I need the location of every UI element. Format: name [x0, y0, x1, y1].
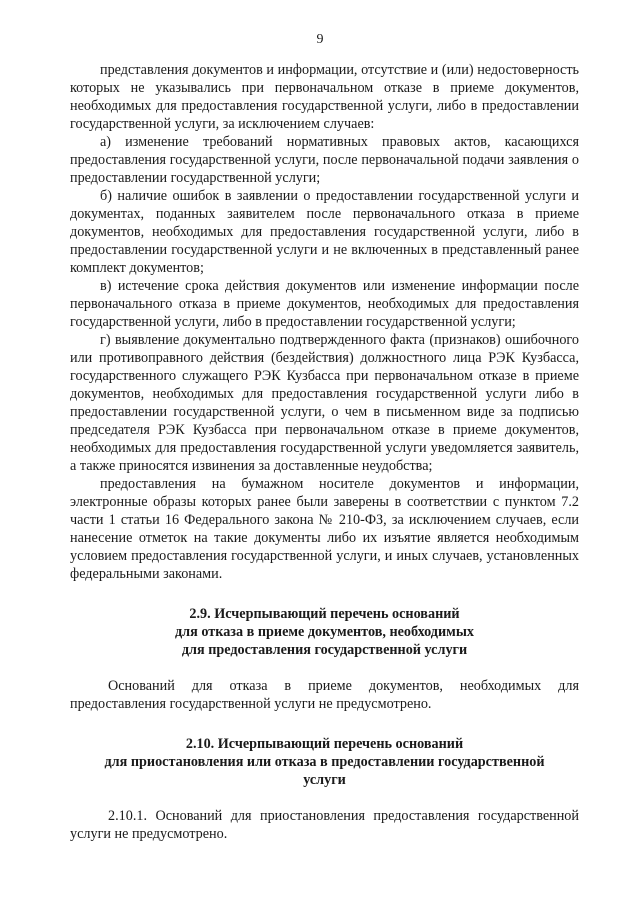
- paragraph-item-g: г) выявление документально подтвержденного факта (признаков) ошибочного или противоправного действия (бездействия) должностного лица РЭК Кузбасса, государственного служащего РЭК Кузбасса при первоначальном отказе в приеме документов, необходимых для предоставления государственной услуги либо в предоставлении государственной услуги, о чем в письменном виде за подписью председателя РЭК Кузбасса при первоначальном отказе в приеме документов, необходимых для предоставления государственной услуги уведомляется заявитель, а также приносятся извинения за доставленные неудобства;: [70, 332, 579, 474]
- section-2-9-body: Оснований для отказа в приеме документов, необходимых для предоставления государственной услуги не предусмотрено.: [70, 678, 579, 712]
- section-heading-2-9-line1: 2.9. Исчерпывающий перечень оснований: [189, 606, 460, 622]
- paragraph-item-v: в) истечение срока действия документов или изменение информации после первоначального отказа в приеме документов, необходимых для предоставления государственной услуги, либо в предоставлении государственной услуги;: [70, 278, 579, 330]
- section-heading-2-9-line2: для отказа в приеме документов, необходимых: [175, 624, 474, 640]
- section-heading-2-10: [70, 735, 579, 789]
- page-number: 9: [316, 32, 324, 47]
- section-heading-2-10-line1: 2.10. Исчерпывающий перечень оснований: [185, 736, 464, 752]
- section-heading-2-10-line2: для приостановления или отказа в предоставлении государственной: [104, 754, 545, 770]
- paragraph-item-a: а) изменение требований нормативных правовых актов, касающихся предоставления государственной услуги, после первоначальной подачи заявления о предоставлении государственной услуги;: [70, 134, 579, 186]
- paragraph-intro: представления документов и информации, отсутствие и (или) недостоверность которых не указывались при первоначальном отказе в приеме документов, необходимых для предоставления государственной услуги, либо в предоставлении государственной услуги, за исключением случаев:: [70, 62, 579, 132]
- paragraph-paper-documents: предоставления на бумажном носителе документов и информации, электронные образы которых ранее были заверены в соответствии с пунктом 7.2 части 1 статьи 16 Федерального закона № 210-ФЗ, за исключением случаев, если нанесение отметок на такие документы либо их изъятие является необходимым условием предоставления государственной услуги, и иных случаев, установленных федеральными законами.: [70, 476, 579, 582]
- document-body: [70, 61, 579, 843]
- section-heading-2-9-line3: для предоставления государственной услуги: [181, 642, 468, 658]
- section-heading-2-9: [70, 605, 579, 659]
- paragraph-item-b: б) наличие ошибок в заявлении о предоставлении государственной услуги и документах, поданных заявителем после первоначального отказа в приеме документов, необходимых для предоставления государственной услуги, либо в предоставлении государственной услуги и не включенных в представленный ранее комплект документов;: [70, 188, 579, 276]
- section-heading-2-10-line3: услуги: [303, 772, 346, 788]
- section-2-10-body: 2.10.1. Оснований для приостановления предоставления государственной услуги не предусмотрено.: [70, 808, 579, 842]
